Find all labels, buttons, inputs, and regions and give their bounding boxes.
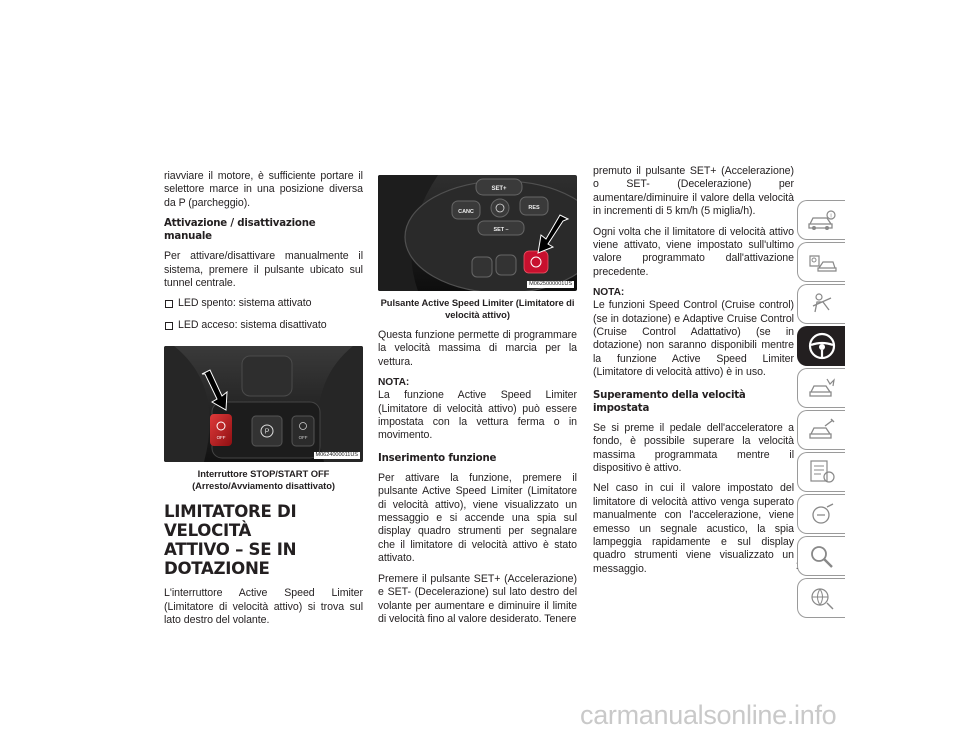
bullet-led-on <box>164 319 363 332</box>
caption-line: velocità attivo) <box>445 309 510 320</box>
res-label: RES <box>528 205 540 211</box>
main-heading <box>164 502 363 578</box>
watermark-text: carmanualsonline.info <box>580 700 837 730</box>
magnifier-icon <box>807 543 837 569</box>
svg-text:P: P <box>264 428 270 436</box>
tab-car-tools[interactable] <box>797 494 845 534</box>
figure-code: M0625000001US <box>529 281 572 287</box>
heading-manual-activation: Attivazione / disattivazione manuale <box>164 218 316 243</box>
column-left <box>164 170 363 634</box>
off-label-right: OFF <box>298 435 308 441</box>
caption-line: (Arresto/Avviamento disattivato) <box>192 480 335 492</box>
activate-paragraph: Per attivare la funzione, premere il pulsante Active Speed Limiter (Limitatore di velocità attivo), viene visualizzato un messaggio e si accende una spia sul display quadro strumenti per segnalare che il limitatore di velocità attivo è stato attivato. <box>378 471 577 565</box>
globe-language-icon <box>807 585 837 611</box>
canc-label: CANC <box>458 209 474 215</box>
figure2-caption <box>378 297 577 321</box>
bullet-text: LED acceso: sistema disattivato <box>178 318 327 331</box>
hold-paragraph: premuto il pulsante SET+ (Accelerazione) o SET- (Decelerazione) per aumentare/diminuire il valore della velocità in incrementi di 5 km/h (5 miglia/h). <box>593 165 794 218</box>
caption-line: Interruttore STOP/START OFF <box>197 468 330 480</box>
override-paragraph: Se si preme il pedale dell'acceleratore a fondo, è possibile superare la velocità massima programmata mentre il dispositivo è attivo. <box>593 421 794 474</box>
stop-start-photo-illustration <box>164 346 363 462</box>
nota-title: NOTA: <box>593 287 625 299</box>
svg-text:i: i <box>829 213 832 220</box>
location-paragraph: L'interruttore Active Speed Limiter (Limitatore di velocità attivo) si trova sul lato destro del volante. <box>164 587 363 627</box>
intro-paragraph: riavviare il motore, è sufficiente portare il selettore marce in una posizione diversa da P (parcheggio). <box>164 170 363 209</box>
tab-car-key[interactable] <box>797 242 845 282</box>
nota-title: NOTA: <box>378 377 410 389</box>
tab-search[interactable] <box>797 536 845 576</box>
chapter-tabs <box>797 200 845 620</box>
tab-steering-wheel[interactable] <box>797 326 845 366</box>
main-heading-line: ATTIVO – SE IN DOTAZIONE <box>164 540 297 579</box>
figure-steering-wheel-buttons <box>378 175 577 291</box>
figure-stop-start-switch <box>164 346 363 462</box>
exceed-paragraph: Nel caso in cui il valore impostato del limitatore di velocità attivo venga superato manualmente con l'accelerazione, viene emesso un segnale acustico, la spia lampeggia rapidamente e sul display quadro strumenti viene visualizzato un messaggio. <box>593 482 794 575</box>
tab-car-wrench[interactable] <box>797 410 845 450</box>
tab-languages[interactable] <box>797 578 845 618</box>
column-middle <box>378 175 577 633</box>
checkbox-square-icon <box>165 300 173 308</box>
program-paragraph: Questa funzione permette di programmare la velocità massima di marcia per la vettura. <box>378 329 577 368</box>
main-heading-line: LIMITATORE DI VELOCITÀ <box>164 502 297 541</box>
car-info-icon <box>807 208 837 232</box>
car-tools-icon <box>807 502 837 526</box>
car-seat-icon <box>807 292 837 316</box>
set-plus-label: SET+ <box>491 186 507 192</box>
car-wrench-icon <box>807 418 837 442</box>
figure-code: M0624000011US <box>315 452 358 459</box>
bullet-text: LED spento: sistema attivato <box>178 297 312 310</box>
manual-activation-paragraph: Per attivare/disattivare manualmente il sistema, premere il pulsante ubicato sul tunnel centrale. <box>164 250 363 290</box>
bullet-led-off <box>164 297 363 310</box>
car-key-icon <box>807 250 837 274</box>
heading-insert-function: Inserimento funzione <box>378 452 497 464</box>
caption-line: Pulsante Active Speed Limiter (Limitatore di <box>380 297 575 308</box>
heading-override: Superamento della velocità impostata <box>593 389 746 414</box>
set-minus-label: SET – <box>493 227 509 233</box>
checkbox-square-icon <box>165 322 173 330</box>
nota-text: Le funzioni Speed Control (Cruise control) (se in dotazione) e Adaptive Cruise Control (Cruise Control Adattativo) (se in dotazione) non saranno disponibili mentre la funzione Active Speed Limiter (Limitatore di velocità attivo) è in uso. <box>593 299 794 379</box>
set-paragraph: Premere il pulsante SET+ (Accelerazione) e SET- (Decelerazione) sul lato destro del volante per aumentare e diminuire il limite di velocità fino al valore desiderato. Tenere <box>378 572 577 625</box>
last-value-paragraph: Ogni volta che il limitatore di velocità attivo viene attivato, viene impostato sull'ultimo valore programmato dall'attivazione precedente. <box>593 225 794 278</box>
figure1-caption <box>164 468 363 492</box>
steering-wheel-photo-illustration <box>378 175 577 291</box>
car-checklist-icon <box>807 459 837 485</box>
tab-car-checklist[interactable] <box>797 452 845 492</box>
nota-text: La funzione Active Speed Limiter (Limitatore di velocità attivo) può essere impostata con la vettura ferma o in movimento. <box>378 389 577 442</box>
off-label-left: OFF <box>216 435 226 441</box>
tab-car-info[interactable] <box>797 200 845 240</box>
tab-car-crash[interactable] <box>797 368 845 408</box>
tab-car-seat[interactable] <box>797 284 845 324</box>
steering-wheel-icon <box>807 331 837 361</box>
column-right <box>593 165 794 583</box>
car-crash-icon <box>807 376 837 400</box>
